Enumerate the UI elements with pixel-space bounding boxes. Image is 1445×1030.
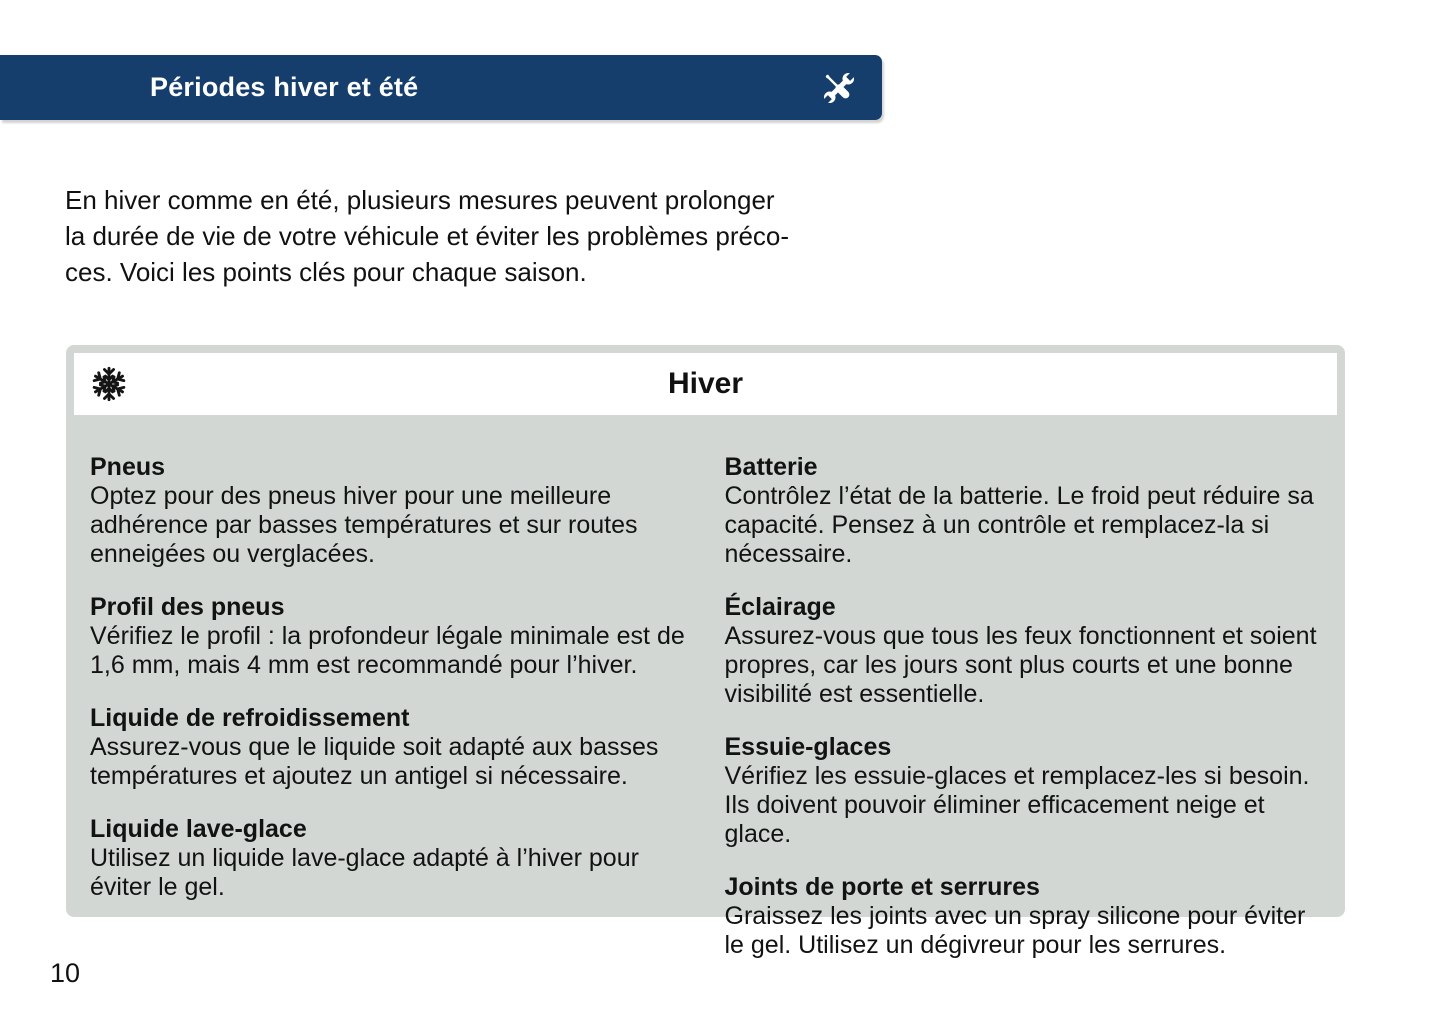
page-number: 10 xyxy=(50,958,81,988)
topic-body: Vérifiez les essuie-glaces et remplacez-les si besoin. Ils doivent pouvoir éliminer efficacement neige et glace. xyxy=(724,762,1310,848)
intro-line: ces. Voici les points clés pour chaque saison. xyxy=(65,257,587,287)
topic-heading: Liquide lave-glace xyxy=(90,815,307,843)
tools-icon xyxy=(818,67,860,109)
topic-essuie-glaces xyxy=(725,733,1330,849)
topic-heading: Profil des pneus xyxy=(90,593,285,621)
intro-paragraph xyxy=(65,182,789,290)
topic-eclairage xyxy=(725,593,1330,709)
topic-liquide-lave-glace xyxy=(90,815,695,902)
topic-heading: Liquide de refroidissement xyxy=(90,704,410,732)
topic-heading: Essuie-glaces xyxy=(724,733,892,761)
intro-line: la durée de vie de votre véhicule et éviter les problèmes préco- xyxy=(65,221,790,251)
topic-heading: Joints de porte et serrures xyxy=(724,873,1040,901)
chapter-header-bar xyxy=(0,55,882,120)
season-panel-header xyxy=(74,353,1337,415)
season-title: Hiver xyxy=(667,367,744,400)
season-panel-body xyxy=(90,453,1329,984)
topic-batterie xyxy=(725,453,1330,569)
page-title: Périodes hiver et été xyxy=(150,72,419,102)
topic-heading: Éclairage xyxy=(724,593,836,621)
topic-body: Contrôlez l’état de la batterie. Le froid peut réduire sa capacité. Pensez à un contrôle et remplacez-la si nécessaire. xyxy=(724,482,1314,568)
topic-liquide-de-refroidissement xyxy=(90,704,695,791)
season-panel-hiver xyxy=(66,345,1345,959)
topic-body: Vérifiez le profil : la profondeur légale minimale est de 1,6 mm, mais 4 mm est recommandé pour l’hiver. xyxy=(90,622,685,679)
topic-body: Utilisez un liquide lave-glace adapté à l’hiver pour éviter le gel. xyxy=(90,844,639,901)
topic-body: Graissez les joints avec un spray silicone pour éviter le gel. Utilisez un dégivreur pour les serrures. xyxy=(724,902,1306,959)
topic-body: Optez pour des pneus hiver pour une meilleure adhérence par basses températures et sur routes enneigées ou verglacées. xyxy=(90,482,638,568)
intro-line: En hiver comme en été, plusieurs mesures peuvent prolonger xyxy=(65,185,775,215)
topic-heading: Pneus xyxy=(90,453,166,481)
topic-body: Assurez-vous que tous les feux fonctionnent et soient propres, car les jours sont plus courts et une bonne visibilité est essentielle. xyxy=(724,622,1317,708)
right-column xyxy=(725,453,1330,984)
topic-heading: Batterie xyxy=(724,453,818,481)
topic-profil-des-pneus xyxy=(90,593,695,680)
topic-pneus xyxy=(90,453,695,569)
left-column xyxy=(90,453,695,984)
topic-body: Assurez-vous que le liquide soit adapté aux basses températures et ajoutez un antigel si nécessaire. xyxy=(90,733,659,790)
topic-joints-de-porte-et-serrures xyxy=(725,873,1330,960)
